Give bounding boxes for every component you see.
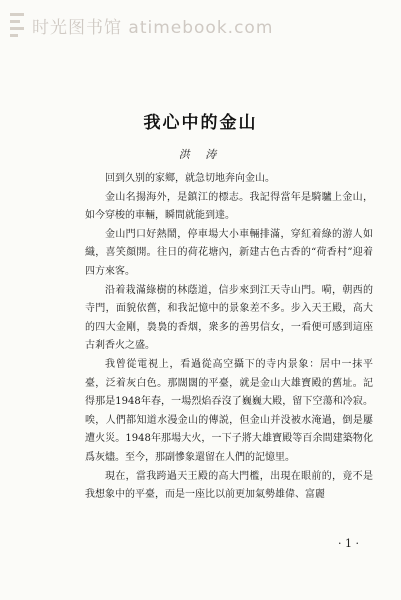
page-number: · 1 · [338, 537, 359, 550]
article-body [85, 170, 373, 505]
paragraph: 金山名揚海外，是鎮江的標志。我記得當年是騎驢上金山，如今穿梭的車輛，瞬間就能到達。 [85, 191, 373, 222]
watermark [10, 8, 395, 42]
paragraph: 沿着栽滿綠樹的林蔭道，信步來到江天寺山門。嗬，朝西的寺門，面貌依舊，和我記憶中的景象差不多。步入天王殿，高大的四大金剛，裊裊的香烟，衆多的善男信女，一看便可感到這座古剎香火之盛。 [85, 284, 373, 352]
paragraph: 金山門口好熱鬧，停車場大小車輛排滿，穿紅着綠的游人如織，喜笑顏開。往日的荷花塘內，新建古色古香的“荷香村”迎着四方來客。 [85, 228, 373, 277]
paragraph: 回到久别的家鄉，就急切地奔向金山。 [105, 173, 275, 184]
article-title: 我心中的金山 [143, 113, 258, 133]
article-author: 洪 涛 [178, 148, 223, 161]
paragraph: 現在，當我跨過天王殿的高大門檻，出現在眼前的，竟不是我想象中的平臺，而是一座比以前更加氣勢雄偉、富麗 [85, 470, 373, 501]
library-logo-icon [10, 13, 24, 37]
paragraph: 我曾從電視上，看過從高空攝下的寺内景象：居中一抹平臺，泛着灰白色。那闊闊的平臺，就是金山大雄寶殿的舊址。記得那是1948年春，一場烈焰吞沒了巍巍大殿，留下空蕩和冷寂。唉，人們都知道水漫金山的傳説，但金山并没被水淹過，倒是屢遭火災。1948年那場大火，一下子將大雄寶殿等百余間建築物化爲灰燼。至今，那副慘象還留在人們的記憶里。 [85, 358, 373, 463]
watermark-text: 时光图书馆 atimebook.com [32, 17, 274, 38]
